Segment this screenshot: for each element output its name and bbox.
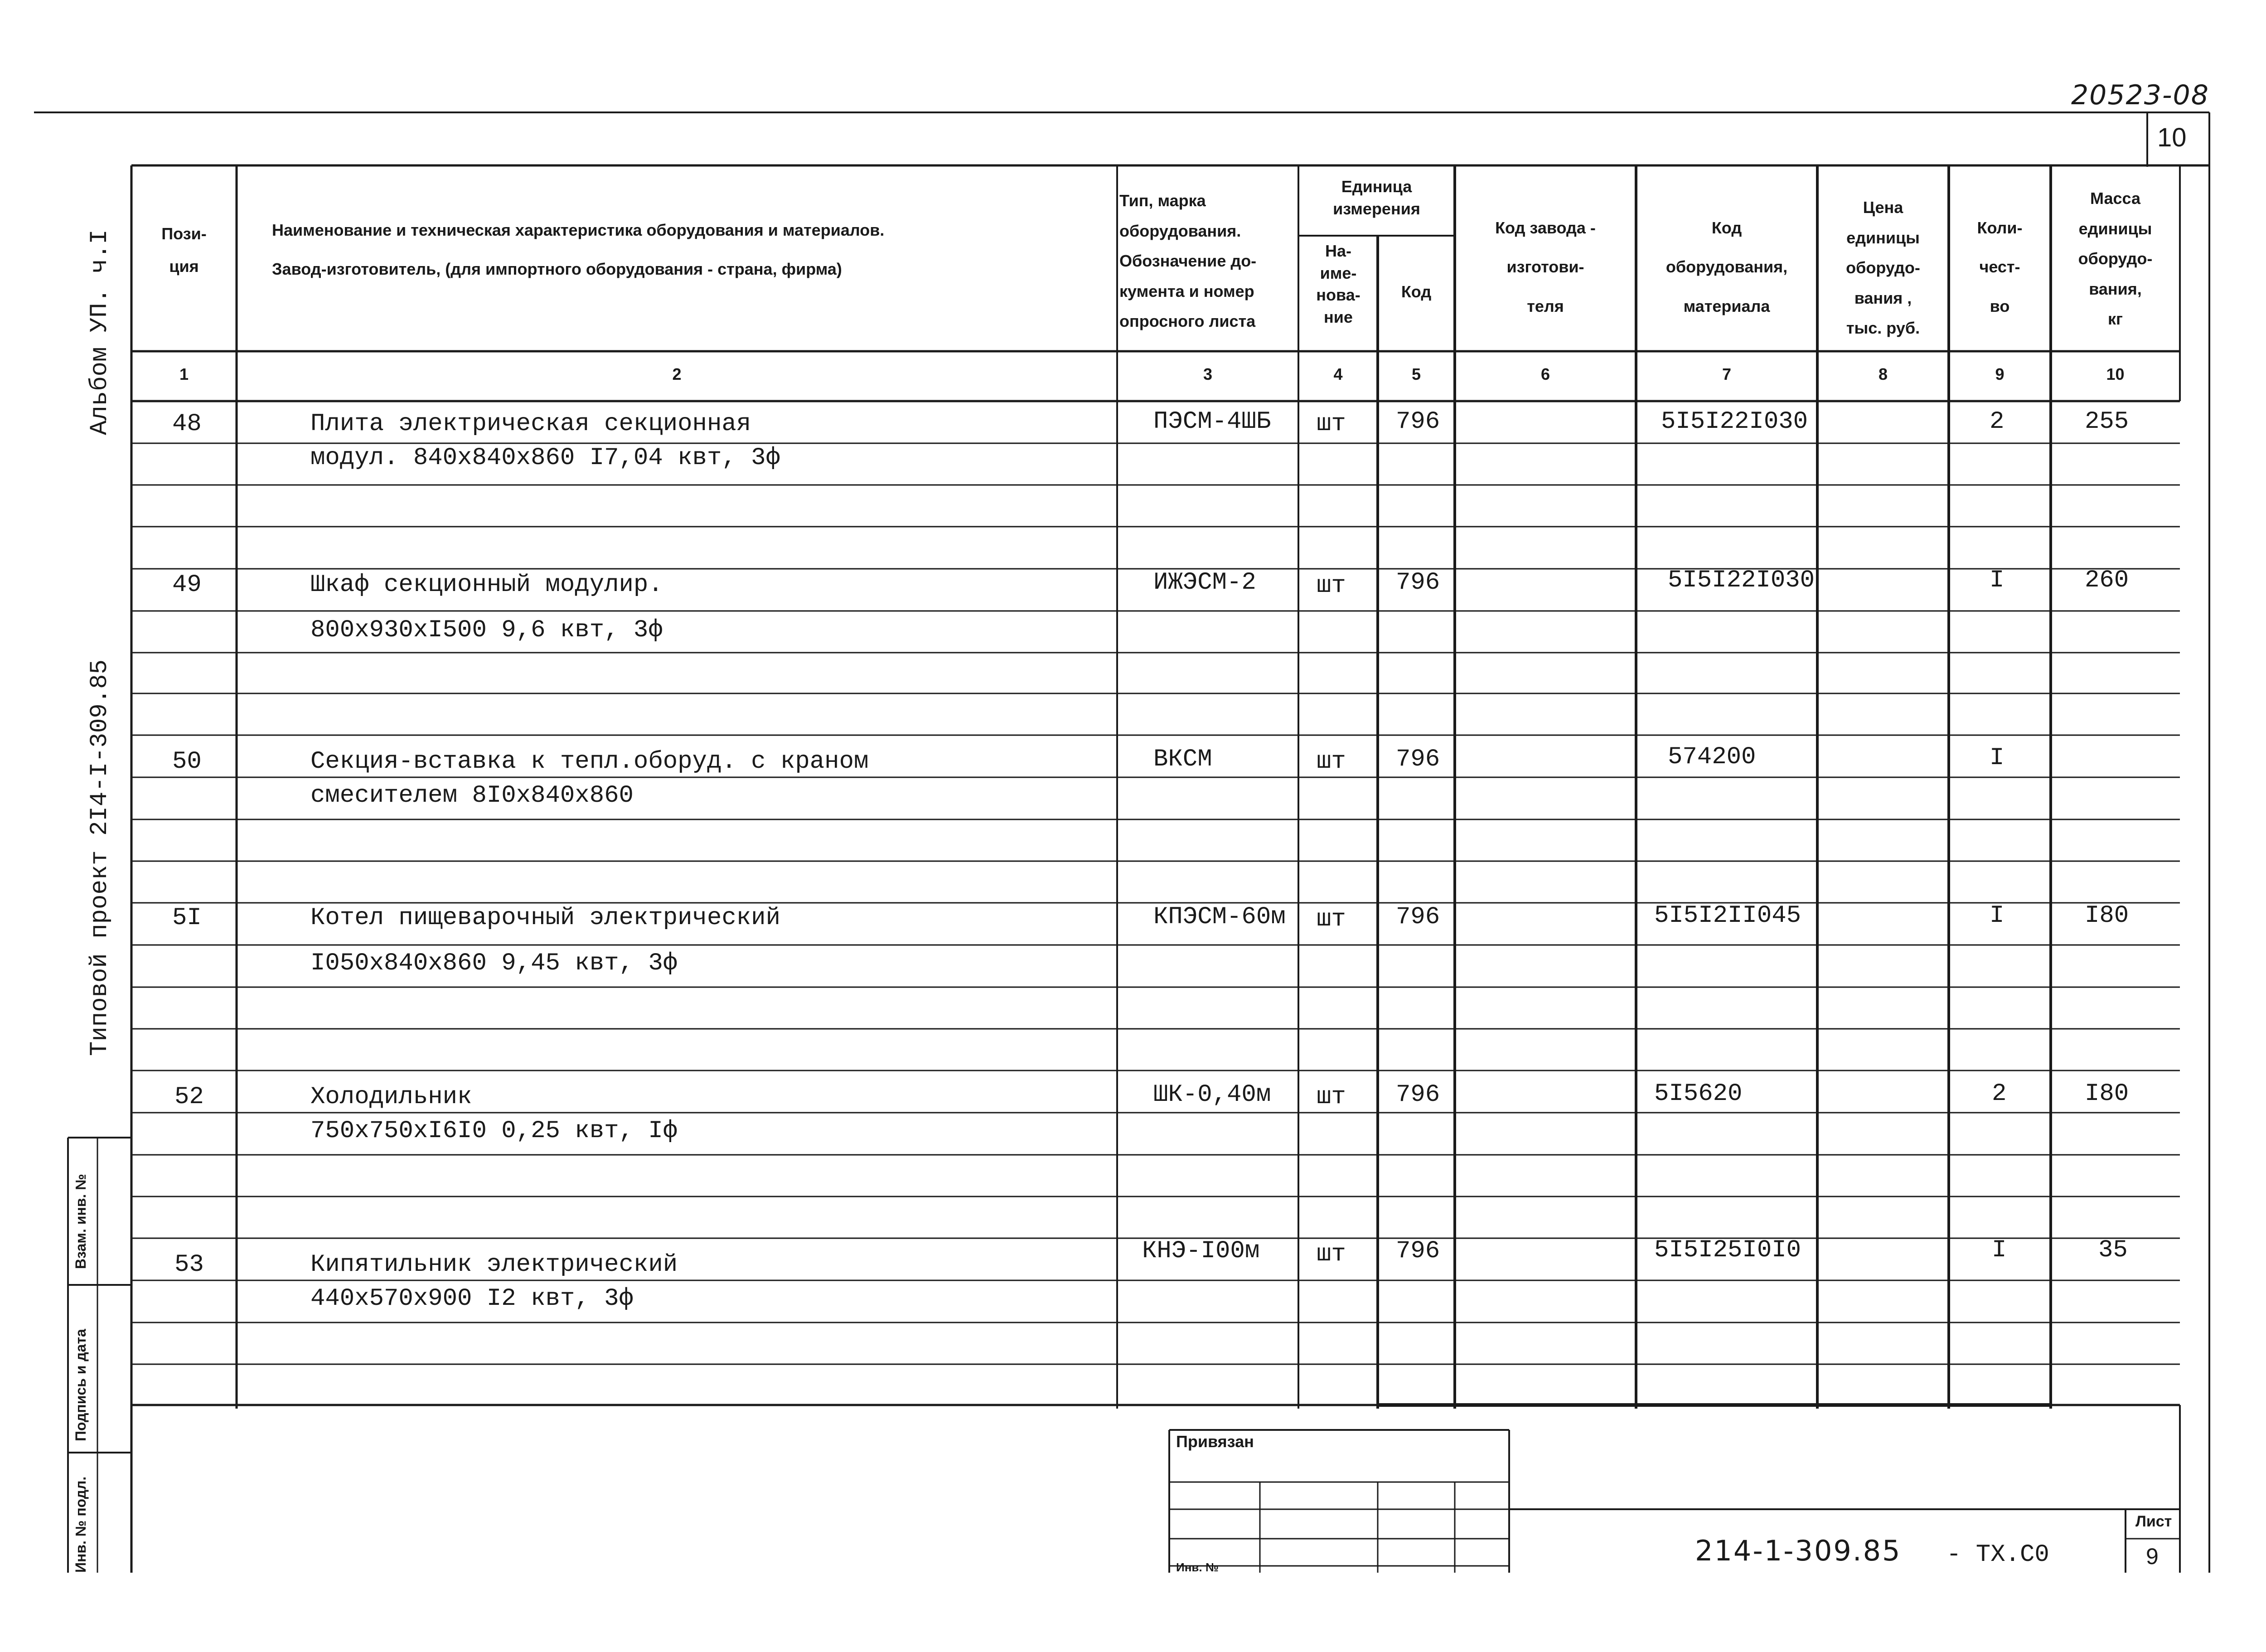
row-50-name-line1: Секция-вставка к тепл.оборуд. с краном <box>310 748 869 775</box>
document-suffix: - ТХ.С0 <box>1946 1541 2049 1569</box>
row-53-quantity: I <box>1992 1236 2007 1264</box>
row-52-position: 52 <box>174 1083 204 1111</box>
row-49-equipment-code: 5I5I22I030 <box>1668 567 1815 594</box>
col-number-4: 4 <box>1333 365 1343 383</box>
row-52-equipment-code: 5I5620 <box>1654 1080 1743 1108</box>
row-51-unit: шт <box>1317 906 1346 933</box>
row-50-unit: шт <box>1317 748 1346 775</box>
col-number-5: 5 <box>1411 365 1421 383</box>
row-51-name-line1: Котел пищеварочный электрический <box>310 904 780 932</box>
row-52-unit-code: 796 <box>1396 1081 1440 1109</box>
row-49-unit-code: 796 <box>1396 569 1440 596</box>
col-number-3: 3 <box>1203 365 1213 383</box>
col-number-1: 1 <box>179 365 189 383</box>
row-48-type: ПЭСМ-4ШБ <box>1153 408 1271 436</box>
col-number-7: 7 <box>1722 365 1732 383</box>
row-52-type: ШК-0,40м <box>1153 1081 1271 1109</box>
row-53-unit-code: 796 <box>1396 1237 1440 1265</box>
header-equipment-code: Код оборудования, материала <box>1666 218 1788 315</box>
album-label: Альбом УП. ч.I <box>86 229 114 435</box>
header-position: Пози- ция <box>161 224 207 276</box>
row-53-equipment-code: 5I5I25I0I0 <box>1654 1236 1801 1264</box>
row-53-name-line1: Кипятильник электрический <box>310 1251 678 1279</box>
project-label: Типовой проект 2I4-I-309.85 <box>86 659 114 1056</box>
row-52-mass: I80 <box>2085 1080 2129 1108</box>
row-48-unit-code: 796 <box>1396 408 1440 436</box>
row-53-mass: 35 <box>2098 1236 2128 1264</box>
row-48-name-line2: модул. 840x840x860 I7,04 квт, 3ф <box>310 444 780 472</box>
row-48-quantity: 2 <box>1990 408 2005 436</box>
stamp-original-inv: Инв. № подл. <box>73 1476 89 1573</box>
col-number-2: 2 <box>672 365 682 383</box>
row-53-unit: шт <box>1317 1240 1346 1268</box>
row-48-equipment-code: 5I5I22I030 <box>1661 408 1808 436</box>
row-53-position: 53 <box>174 1251 204 1279</box>
row-53-name-line2: 440x570x900 I2 квт, 3ф <box>310 1285 634 1313</box>
header-type: Тип, марка оборудования. Обозначение до- кумента и номер опросного листа <box>1119 191 1257 331</box>
row-51-position: 5I <box>172 904 202 932</box>
row-49-mass: 260 <box>2085 567 2129 594</box>
inventory-label: Инв. № <box>1176 1561 1219 1573</box>
col-number-10: 10 <box>2106 365 2125 383</box>
row-49-name-line2: 800x930xI500 9,6 квт, 3ф <box>310 616 663 644</box>
row-49-type: ИЖЭСМ-2 <box>1153 569 1256 596</box>
header-unit-code: Код <box>1401 282 1432 301</box>
col-number-8: 8 <box>1878 365 1888 383</box>
header-name: Наименование и техническая характеристика оборудования и материалов. Завод-изготовитель, (для импортного оборудования - страна, фирма) <box>272 221 885 279</box>
document-number: 20523-08 <box>2071 79 2209 111</box>
header-unit-name: На- име- нова- ние <box>1316 242 1361 326</box>
col-number-6: 6 <box>1540 365 1550 383</box>
row-49-unit: шт <box>1317 572 1346 600</box>
header-mass: Масса единицы оборудо- вания, кг <box>2078 189 2153 329</box>
row-51-equipment-code: 5I5I2II045 <box>1654 902 1801 930</box>
row-49-position: 49 <box>172 571 202 599</box>
row-50-quantity: I <box>1990 744 2005 772</box>
row-52-quantity: 2 <box>1992 1080 2007 1108</box>
col-number-9: 9 <box>1995 365 2005 383</box>
row-48-name-line1: Плита электрическая секционная <box>310 410 751 438</box>
row-51-unit-code: 796 <box>1396 903 1440 931</box>
row-49-name-line1: Шкаф секционный модулир. <box>310 571 663 599</box>
stamp-signature-date: Подпись и дата <box>73 1329 89 1441</box>
row-51-type: КПЭСМ-60м <box>1153 903 1286 931</box>
sheet-label: Лист <box>2135 1513 2172 1530</box>
header-quantity: Коли- чест- во <box>1977 218 2023 315</box>
row-52-unit: шт <box>1317 1083 1346 1111</box>
bound-label: Привязан <box>1176 1432 1254 1451</box>
row-48-position: 48 <box>172 410 202 438</box>
row-52-name-line1: Холодильник <box>310 1083 472 1111</box>
row-51-name-line2: I050x840x860 9,45 квт, 3ф <box>310 950 678 977</box>
row-49-quantity: I <box>1990 567 2005 594</box>
row-50-unit-code: 796 <box>1396 746 1440 773</box>
document-code: 214-1-309.85 <box>1695 1534 1902 1567</box>
row-52-name-line2: 750x750xI6I0 0,25 квт, Iф <box>310 1117 678 1145</box>
header-unit: Единица измерения <box>1333 177 1420 218</box>
row-51-mass: I80 <box>2085 902 2129 930</box>
row-48-unit: шт <box>1317 410 1346 438</box>
row-50-position: 50 <box>172 748 202 775</box>
header-price: Цена единицы оборудо- вания , тыс. руб. <box>1846 198 1920 338</box>
sheet-number: 9 <box>2146 1544 2159 1569</box>
row-50-type: ВКСМ <box>1153 746 1212 773</box>
row-51-quantity: I <box>1990 902 2005 930</box>
row-53-type: КНЭ-I00м <box>1142 1237 1260 1265</box>
row-48-mass: 255 <box>2085 408 2129 436</box>
row-50-name-line2: смесителем 8I0x840x860 <box>310 782 634 809</box>
header-plant-code: Код завода - изготови- теля <box>1495 218 1596 315</box>
stamp-replaced-inv: Взам. инв. № <box>73 1174 89 1269</box>
corner-sheet-number: 10 <box>2157 123 2187 152</box>
row-50-equipment-code: 574200 <box>1668 743 1756 771</box>
